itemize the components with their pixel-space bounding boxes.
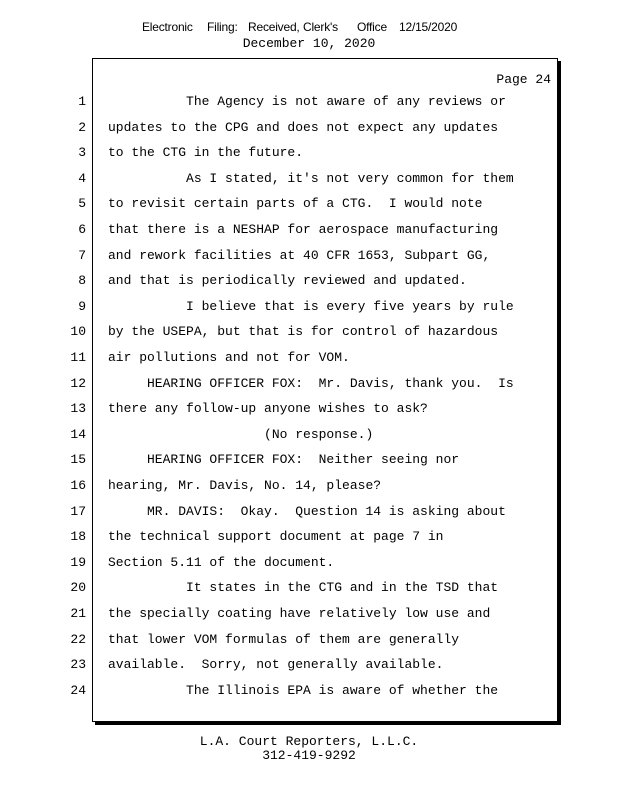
line-number: 17 xyxy=(70,503,86,519)
footer-company: L.A. Court Reporters, L.L.C. xyxy=(199,734,419,749)
line-number: 24 xyxy=(70,682,86,698)
line-text: and that is periodically reviewed and updated. xyxy=(108,273,467,289)
line-number: 2 xyxy=(78,119,86,135)
line-text: the technical support document at page 7 in xyxy=(108,529,444,545)
line-text: (No response.) xyxy=(108,426,374,442)
transcript-line xyxy=(0,248,618,266)
line-text: that lower VOM formulas of them are generally xyxy=(108,631,460,647)
transcript-line xyxy=(0,350,618,368)
transcript-line xyxy=(0,376,618,394)
line-text: Section 5.11 of the document. xyxy=(108,554,335,570)
page-number: Page 24 xyxy=(496,72,551,87)
line-number: 12 xyxy=(70,375,86,391)
line-text: hearing, Mr. Davis, No. 14, please? xyxy=(108,478,382,493)
line-text: updates to the CPG and does not expect any updates xyxy=(108,119,499,135)
line-text: As I stated, it's not very common for them xyxy=(108,170,514,186)
line-text: HEARING OFFICER FOX: Mr. Davis, thank you. Is xyxy=(108,375,514,391)
line-number: 23 xyxy=(70,657,86,673)
filing-word-clerks: Clerk's xyxy=(303,20,338,34)
line-number: 7 xyxy=(78,247,86,263)
transcript-line xyxy=(0,273,618,291)
line-number: 14 xyxy=(70,426,86,442)
footer-phone: 312-419-9292 xyxy=(262,748,356,763)
line-text: air pollutions and not for VOM. xyxy=(108,350,350,365)
transcript-line xyxy=(0,452,618,470)
line-number: 22 xyxy=(70,631,86,647)
line-number: 10 xyxy=(70,324,86,340)
line-text: The Illinois EPA is aware of whether the xyxy=(108,682,499,698)
line-text: to revisit certain parts of a CTG. I would note xyxy=(108,196,483,212)
filing-word-electronic: Electronic xyxy=(142,20,193,34)
line-number: 21 xyxy=(70,606,86,621)
transcript-line xyxy=(0,478,618,496)
line-text: available. Sorry, not generally available. xyxy=(108,657,444,673)
transcript-line xyxy=(0,580,618,598)
line-number: 19 xyxy=(70,554,86,570)
transcript-line xyxy=(0,120,618,138)
line-text: and rework facilities at 40 CFR 1653, Subpart GG, xyxy=(108,247,491,263)
hearing-date: December 10, 2020 xyxy=(242,36,376,51)
filing-word-received: Received, xyxy=(248,20,300,34)
line-text: MR. DAVIS: Okay. Question 14 is asking about xyxy=(108,503,506,519)
filing-date: 12/15/2020 xyxy=(399,20,458,34)
line-number: 1 xyxy=(78,94,86,109)
line-number: 15 xyxy=(70,452,86,468)
line-text: It states in the CTG and in the TSD that xyxy=(108,580,499,596)
transcript-line xyxy=(0,145,618,163)
transcript-line xyxy=(0,427,618,445)
line-text: that there is a NESHAP for aerospace manufacturing xyxy=(108,222,499,237)
transcript-line xyxy=(0,529,618,547)
line-number: 13 xyxy=(70,401,86,417)
line-text: I believe that is every five years by rule xyxy=(108,298,514,314)
line-number: 5 xyxy=(78,196,86,212)
line-text: the specially coating have relatively low use and xyxy=(108,606,491,621)
transcript-line xyxy=(0,632,618,650)
line-number: 18 xyxy=(70,529,86,545)
filing-word-office: Office xyxy=(357,20,387,34)
transcript-line xyxy=(0,196,618,214)
line-number: 3 xyxy=(78,145,86,161)
line-number: 9 xyxy=(78,298,86,314)
transcript-line xyxy=(0,555,618,573)
transcript-line xyxy=(0,657,618,675)
line-text: by the USEPA, but that is for control of hazardous xyxy=(108,324,499,340)
transcript-line xyxy=(0,683,618,701)
line-text: The Agency is not aware of any reviews or xyxy=(108,94,506,109)
transcript-line xyxy=(0,606,618,624)
transcript-line xyxy=(0,299,618,317)
transcript-line xyxy=(0,504,618,522)
transcript-line xyxy=(0,324,618,342)
transcript-line xyxy=(0,171,618,189)
transcript-line xyxy=(0,222,618,240)
line-text: HEARING OFFICER FOX: Neither seeing nor xyxy=(108,452,460,468)
line-number: 4 xyxy=(78,170,86,186)
line-number: 11 xyxy=(70,350,86,365)
line-number: 8 xyxy=(78,273,86,289)
line-number: 16 xyxy=(70,478,86,493)
line-text: to the CTG in the future. xyxy=(108,145,304,161)
line-number: 20 xyxy=(70,580,86,596)
transcript-line xyxy=(0,94,618,112)
line-number: 6 xyxy=(78,222,86,237)
transcript-line xyxy=(0,401,618,419)
line-text: there any follow-up anyone wishes to ask? xyxy=(108,401,428,417)
filing-word-filing: Filing: xyxy=(207,20,238,34)
